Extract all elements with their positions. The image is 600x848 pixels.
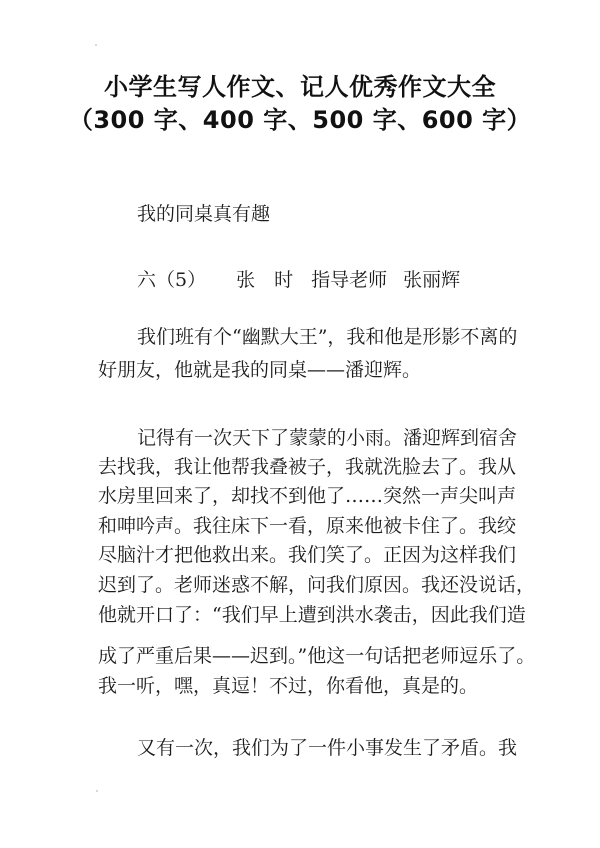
paragraph-2-line-6: 迟到了。老师迷惑不解，问我们原因。我还没说话，: [98, 574, 536, 596]
paragraph-2-line-3: 水房里回来了，却找不到他了……突然一声尖叫声: [98, 485, 517, 507]
essay-heading: 我的同桌真有趣: [137, 203, 271, 225]
byline-class: 六（5）: [137, 269, 207, 291]
paragraph-1-line-2: 好朋友，他就是我的同桌——潘迎辉。: [98, 359, 422, 381]
paragraph-1-line-1: 我们班有个“幽默大王”，我和他是形影不离的: [137, 326, 518, 348]
scan-speck: [95, 44, 97, 46]
scan-speck: [96, 790, 98, 792]
paragraph-2-line-8: 成了严重后果——迟到。”他这一句话把老师逗乐了。: [98, 645, 536, 667]
paragraph-2-line-1: 记得有一次天下了蒙蒙的小雨。潘迎辉到宿舍: [137, 427, 518, 449]
paragraph-3-line-1: 又有一次，我们为了一件小事发生了矛盾。我: [137, 737, 518, 759]
essay-byline: [137, 268, 460, 292]
byline-advisor-label: 指导老师: [311, 269, 388, 291]
paragraph-2-line-5: 尽脑汁才把他救出来。我们笑了。正因为这样我们: [98, 544, 517, 566]
paragraph-2-line-9: 我一听，嘿，真逗！不过，你看他，真是的。: [98, 675, 479, 697]
paragraph-2-line-7: 他就开口了：“我们早上遭到洪水袭击，因此我们造: [98, 604, 526, 626]
byline-author: 张 时: [236, 269, 294, 291]
document-subtitle: （300 字、400 字、500 字、600 字）: [68, 106, 532, 134]
paragraph-2-line-4: 和呻吟声。我往床下一看，原来他被卡住了。我绞: [98, 515, 517, 537]
paragraph-2-line-2: 去找我，我让他帮我叠被子，我就洗脸去了。我从: [98, 456, 517, 478]
document-title: 小学生写人作文、记人优秀作文大全: [104, 73, 496, 101]
byline-advisor: 张丽辉: [403, 269, 461, 291]
